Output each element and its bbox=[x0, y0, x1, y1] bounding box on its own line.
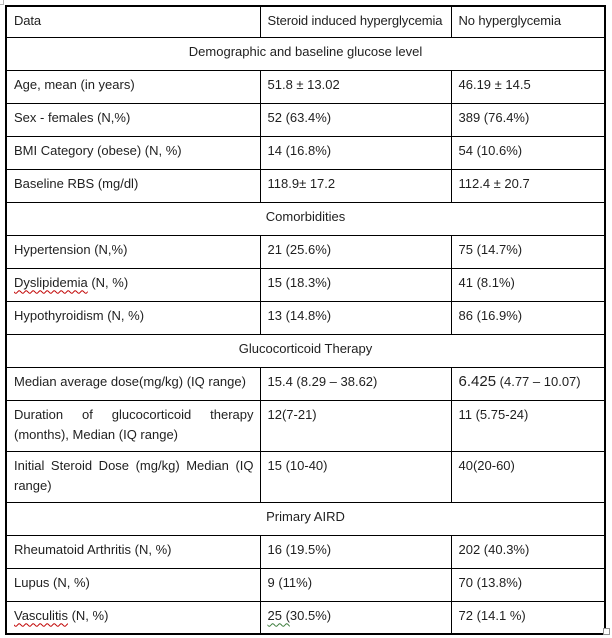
table-row bbox=[6, 451, 605, 502]
section-row bbox=[6, 37, 605, 70]
column-header-1[interactable]: Steroid induced hyperglycemia bbox=[260, 6, 451, 37]
table-row bbox=[6, 235, 605, 268]
no-hyperglycemia-value-cell[interactable]: 86 (16.9%) bbox=[451, 301, 605, 334]
no-hyperglycemia-value-cell[interactable]: 41 (8.1%) bbox=[451, 268, 605, 301]
section-row bbox=[6, 334, 605, 367]
column-header-2[interactable]: No hyperglycemia bbox=[451, 6, 605, 37]
row-label-cell[interactable]: Sex - females (N,%) bbox=[6, 103, 260, 136]
no-hyperglycemia-value-cell[interactable]: 202 (40.3%) bbox=[451, 535, 605, 568]
steroid-value-cell[interactable]: 15.4 (8.29 – 38.62) bbox=[260, 367, 451, 400]
steroid-value-cell[interactable]: 52 (63.4%) bbox=[260, 103, 451, 136]
steroid-value-cell[interactable]: 25 (30.5%) bbox=[260, 601, 451, 634]
table-row bbox=[6, 103, 605, 136]
section-row bbox=[6, 202, 605, 235]
row-label-cell[interactable]: Vasculitis (N, %) bbox=[6, 601, 260, 634]
row-label-cell[interactable]: BMI Category (obese) (N, %) bbox=[6, 136, 260, 169]
steroid-value-cell[interactable]: 15 (18.3%) bbox=[260, 268, 451, 301]
table-header bbox=[6, 6, 605, 37]
no-hyperglycemia-value-cell[interactable]: 40(20-60) bbox=[451, 451, 605, 502]
table-header-row bbox=[6, 6, 605, 37]
steroid-value-cell[interactable]: 51.8 ± 13.02 bbox=[260, 70, 451, 103]
steroid-value-cell[interactable]: 118.9± 17.2 bbox=[260, 169, 451, 202]
row-label-cell[interactable]: Duration of glucocorticoid therapy (months), Median (IQ range) bbox=[6, 400, 260, 451]
row-label-cell[interactable]: Hypothyroidism (N, %) bbox=[6, 301, 260, 334]
section-header[interactable]: Comorbidities bbox=[6, 202, 605, 235]
row-label-cell[interactable]: Rheumatoid Arthritis (N, %) bbox=[6, 535, 260, 568]
no-hyperglycemia-value-cell[interactable]: 46.19 ± 14.5 bbox=[451, 70, 605, 103]
table-row bbox=[6, 568, 605, 601]
row-label-cell[interactable]: Dyslipidemia (N, %) bbox=[6, 268, 260, 301]
table-row bbox=[6, 70, 605, 103]
table-row bbox=[6, 301, 605, 334]
no-hyperglycemia-value-cell[interactable]: 70 (13.8%) bbox=[451, 568, 605, 601]
row-label-cell[interactable]: Median average dose(mg/kg) (IQ range) bbox=[6, 367, 260, 400]
table-row bbox=[6, 169, 605, 202]
no-hyperglycemia-value-cell[interactable]: 72 (14.1 %) bbox=[451, 601, 605, 634]
steroid-value-cell[interactable]: 12(7-21) bbox=[260, 400, 451, 451]
no-hyperglycemia-value-cell[interactable]: 389 (76.4%) bbox=[451, 103, 605, 136]
large-number-text: 6.425 bbox=[458, 372, 497, 390]
steroid-value-cell[interactable]: 9 (11%) bbox=[260, 568, 451, 601]
no-hyperglycemia-value-cell[interactable]: 6.425 (4.77 – 10.07) bbox=[451, 367, 605, 400]
table-resize-handle-icon[interactable] bbox=[603, 628, 610, 635]
section-header[interactable]: Glucocorticoid Therapy bbox=[6, 334, 605, 367]
steroid-value-cell[interactable]: 15 (10-40) bbox=[260, 451, 451, 502]
table-row bbox=[6, 136, 605, 169]
section-header[interactable]: Demographic and baseline glucose level bbox=[6, 37, 605, 70]
misspelled-word[interactable]: Vasculitis bbox=[14, 607, 68, 623]
section-header[interactable]: Primary AIRD bbox=[6, 502, 605, 535]
row-label-cell[interactable]: Baseline RBS (mg/dl) bbox=[6, 169, 260, 202]
steroid-value-cell[interactable]: 21 (25.6%) bbox=[260, 235, 451, 268]
row-label-cell[interactable]: Initial Steroid Dose (mg/kg) Median (IQ range) bbox=[6, 451, 260, 502]
column-header-0[interactable]: Data bbox=[6, 6, 260, 37]
grammar-flagged-text[interactable]: 25 ( bbox=[267, 607, 290, 623]
patient-characteristics-table bbox=[5, 5, 606, 635]
table-row bbox=[6, 268, 605, 301]
section-row bbox=[6, 502, 605, 535]
row-label-cell[interactable]: Age, mean (in years) bbox=[6, 70, 260, 103]
steroid-value-cell[interactable]: 13 (14.8%) bbox=[260, 301, 451, 334]
table-row bbox=[6, 601, 605, 634]
table-body bbox=[6, 37, 605, 634]
steroid-value-cell[interactable]: 16 (19.5%) bbox=[260, 535, 451, 568]
table-row bbox=[6, 400, 605, 451]
no-hyperglycemia-value-cell[interactable]: 11 (5.75-24) bbox=[451, 400, 605, 451]
no-hyperglycemia-value-cell[interactable]: 54 (10.6%) bbox=[451, 136, 605, 169]
table-move-handle-icon[interactable] bbox=[0, 0, 4, 5]
steroid-value-cell[interactable]: 14 (16.8%) bbox=[260, 136, 451, 169]
table-row bbox=[6, 367, 605, 400]
no-hyperglycemia-value-cell[interactable]: 75 (14.7%) bbox=[451, 235, 605, 268]
row-label-cell[interactable]: Lupus (N, %) bbox=[6, 568, 260, 601]
no-hyperglycemia-value-cell[interactable]: 112.4 ± 20.7 bbox=[451, 169, 605, 202]
row-label-cell[interactable]: Hypertension (N,%) bbox=[6, 235, 260, 268]
misspelled-word[interactable]: Dyslipidemia bbox=[14, 274, 88, 290]
table-row bbox=[6, 535, 605, 568]
